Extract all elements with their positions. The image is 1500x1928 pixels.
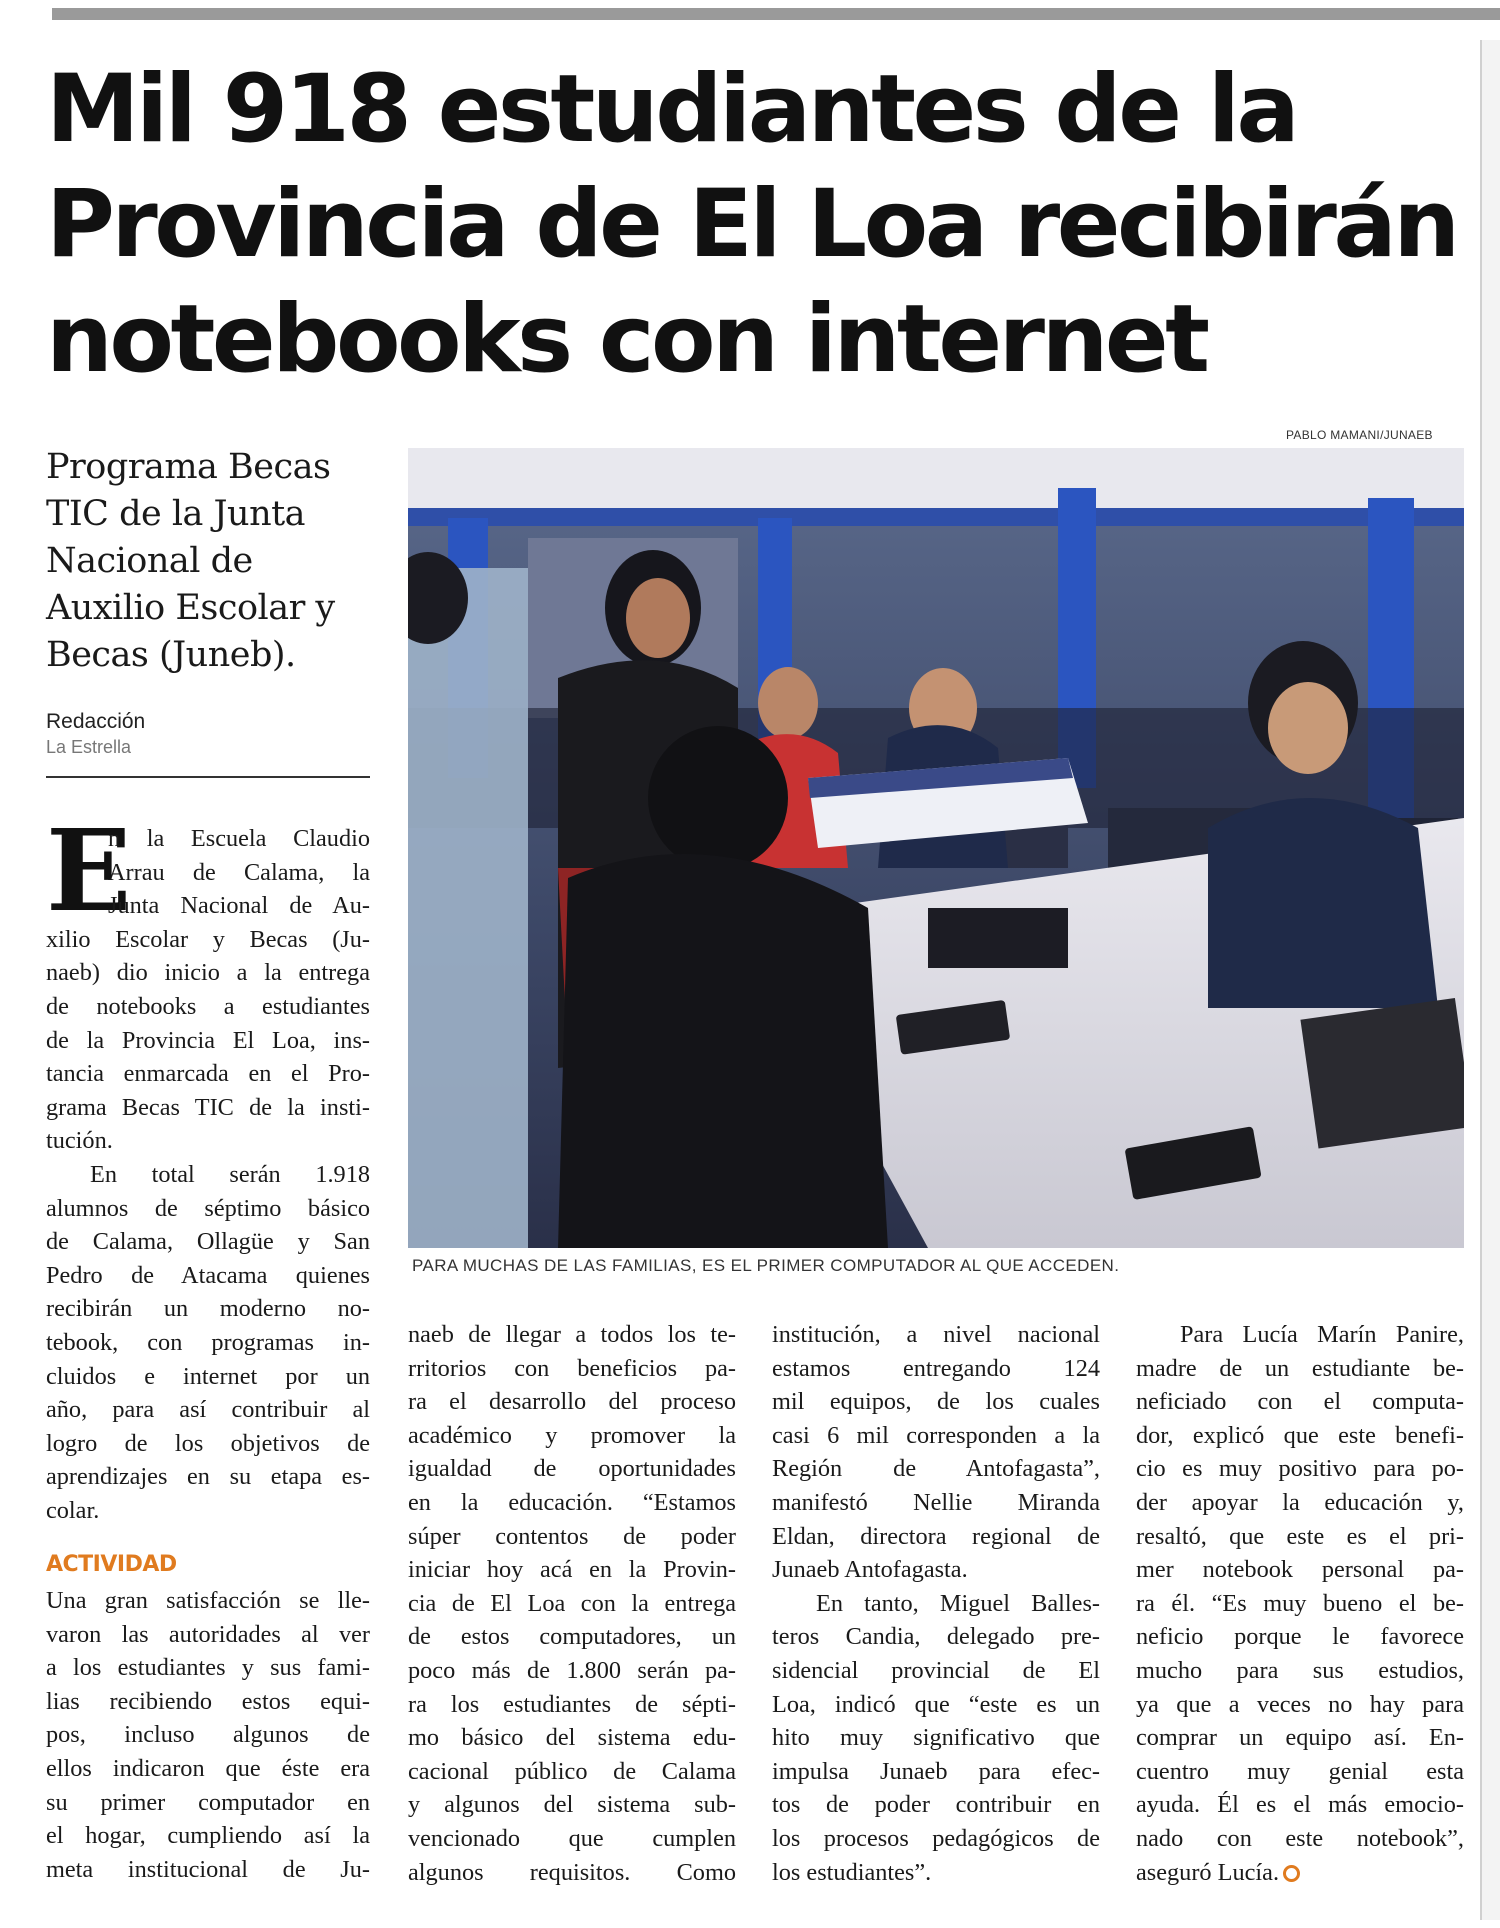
text-line: xilio Escolar y Becas (Ju- [46,925,370,953]
text-line: igualdad de oportunidades [408,1455,736,1483]
headline-line: Mil 918 estudiantes de la [46,55,1297,164]
top-rule [52,8,1500,20]
text-line: mer notebook personal pa- [1136,1556,1464,1584]
text-line: Pedro de Atacama quienes [46,1261,370,1289]
column-1-bottom [46,1584,370,1886]
subhead-line: Auxilio Escolar y [46,588,335,628]
text-line: En tanto, Miguel Balles- [816,1589,1100,1617]
article-photo [408,448,1464,1248]
text-line: ra el desarrollo del proceso [408,1388,736,1416]
text-line: logro de los objetivos de [46,1429,370,1457]
text-line: cio es muy positivo para po- [1136,1455,1464,1483]
text-line: súper contentos de poder [408,1522,736,1550]
text-line: grama Becas TIC de la insti- [46,1093,370,1121]
text-line: resaltó, que este es el pri- [1136,1522,1464,1550]
subheadline [46,444,376,679]
column-1-top [46,806,370,1527]
text-line: lias recibiendo estos equi- [46,1687,370,1715]
text-line: varon las autoridades al ver [46,1620,370,1648]
text-line: madre de un estudiante be- [1136,1354,1464,1382]
text-line: mucho para sus estudios, [1136,1656,1464,1684]
text-line: cia de El Loa con la entrega [408,1589,736,1617]
text-line [1136,1856,1464,1890]
text-line: institución, a nivel nacional [772,1321,1100,1348]
drop-cap: E [46,806,132,937]
text-line: meta institucional de Ju- [46,1855,370,1883]
text-line: ayuda. Él es el más emocio- [1136,1791,1464,1819]
text-line: mil equipos, de los cuales [772,1388,1100,1416]
column-2 [408,1318,736,1889]
text-line: Para Lucía Marín Panire, [1180,1321,1464,1348]
closing-text: aseguró Lucía. [1136,1858,1280,1886]
text-line: cacional público de Calama [408,1757,736,1785]
headline-line: Provincia de El Loa recibirán [46,170,1457,279]
adjacent-page-edge [1480,40,1500,1920]
text-line: algunos requisitos. Como [408,1858,736,1886]
text-line: naeb de llegar a todos los te- [408,1321,736,1348]
text-line: teros Candia, delegado pre- [772,1623,1100,1651]
text-line: tución. [46,1127,113,1155]
text-line: cuentro muy genial esta [1136,1757,1464,1785]
text-line: iniciar hoy acá en la Provin- [408,1556,736,1584]
text-line: Loa, indicó que “este es un [772,1690,1100,1718]
text-line: pos, incluso algunos de [46,1721,370,1749]
text-line: en la educación. “Estamos [408,1488,736,1516]
subhead-line: TIC de la Junta [46,494,306,534]
text-line: ya que a veces no hay para [1136,1690,1464,1718]
end-of-article-icon [1283,1865,1300,1882]
photo-credit: PABLO MAMANI/JUNAEB [1286,428,1433,442]
text-line: tos de poder contribuir en [772,1791,1100,1819]
text-line: neficiado con el computa- [1136,1388,1464,1416]
text-line: año, para así contribuir al [46,1396,370,1424]
section-heading: ACTIVIDAD [46,1552,177,1577]
text-line: ra él. “Es muy bueno el be- [1136,1589,1464,1617]
text-line: los estudiantes”. [772,1858,932,1886]
text-line: Junaeb Antofagasta. [772,1556,968,1584]
byline-author: Redacción [46,710,146,733]
headline [46,52,1466,397]
column-4 [1136,1318,1464,1889]
text-line: de estos computadores, un [408,1623,736,1651]
byline-publication: La Estrella [46,737,132,757]
text-line: poco más de 1.800 serán pa- [408,1656,736,1684]
text-line: ellos indicaron que éste era [46,1754,370,1782]
text-line: y algunos del sistema sub- [408,1791,736,1819]
text-line: estamos entregando 124 [772,1354,1100,1382]
text-line: n la Escuela Claudio [108,825,370,852]
text-line: naeb) dio inicio a la entrega [46,959,370,987]
text-line: alumnos de séptimo básico [46,1194,370,1222]
text-line: der apoyar la educación y, [1136,1488,1464,1516]
subhead-line: Becas (Juneb). [46,635,296,675]
text-line: de Calama, Ollagüe y San [46,1228,370,1256]
text-line: de la Provincia El Loa, ins- [46,1026,370,1054]
text-line: Una gran satisfacción se lle- [46,1587,370,1614]
text-line: manifestó Nellie Miranda [772,1488,1100,1516]
text-line: de notebooks a estudiantes [46,992,370,1020]
text-line: colar. [46,1496,100,1524]
text-line: dor, explicó que este benefi- [1136,1421,1464,1449]
text-line: cluidos e internet por un [46,1362,370,1390]
text-line: recibirán un moderno no- [46,1295,370,1323]
text-line: Junta Nacional de Au- [108,892,370,920]
text-line: casi 6 mil corresponden a la [772,1421,1100,1449]
text-line: impulsa Junaeb para efec- [772,1757,1100,1785]
text-line: En total serán 1.918 [90,1160,370,1188]
subhead-line: Nacional de [46,541,253,581]
text-line: vencionado que cumplen [408,1824,736,1852]
text-line: a los estudiantes y sus fami- [46,1654,370,1682]
text-line: su primer computador en [46,1788,370,1816]
text-line: el hogar, cumpliendo así la [46,1822,370,1850]
text-line: comprar un equipo así. En- [1136,1724,1464,1752]
column-3 [772,1318,1100,1889]
text-line: tebook, con programas in- [46,1328,370,1356]
text-line: académico y promover la [408,1421,736,1449]
text-line: mo básico del sistema edu- [408,1724,736,1752]
text-line: Eldan, directora regional de [772,1522,1100,1550]
text-line: los procesos pedagógicos de [772,1824,1100,1852]
text-line: tancia enmarcada en el Pro- [46,1060,370,1088]
text-line: sidencial provincial de El [772,1656,1100,1684]
text-line: Región de Antofagasta”, [772,1455,1100,1483]
byline-divider [46,776,370,778]
text-line: nado con este notebook”, [1136,1824,1464,1852]
subhead-line: Programa Becas [46,447,331,487]
text-line: ra los estudiantes de sépti- [408,1690,736,1718]
text-line: rritorios con beneficios pa- [408,1354,736,1382]
text-line: neficio porque le favorece [1136,1623,1464,1651]
text-line: Arrau de Calama, la [108,858,370,886]
text-line: aprendizajes en su etapa es- [46,1463,370,1491]
headline-line: notebooks con internet [46,285,1207,394]
photo-illustration [408,448,1464,1248]
photo-caption: PARA MUCHAS DE LAS FAMILIAS, ES EL PRIMER COMPUTADOR AL QUE ACCEDEN. [412,1256,1120,1275]
text-line: hito muy significativo que [772,1724,1100,1752]
